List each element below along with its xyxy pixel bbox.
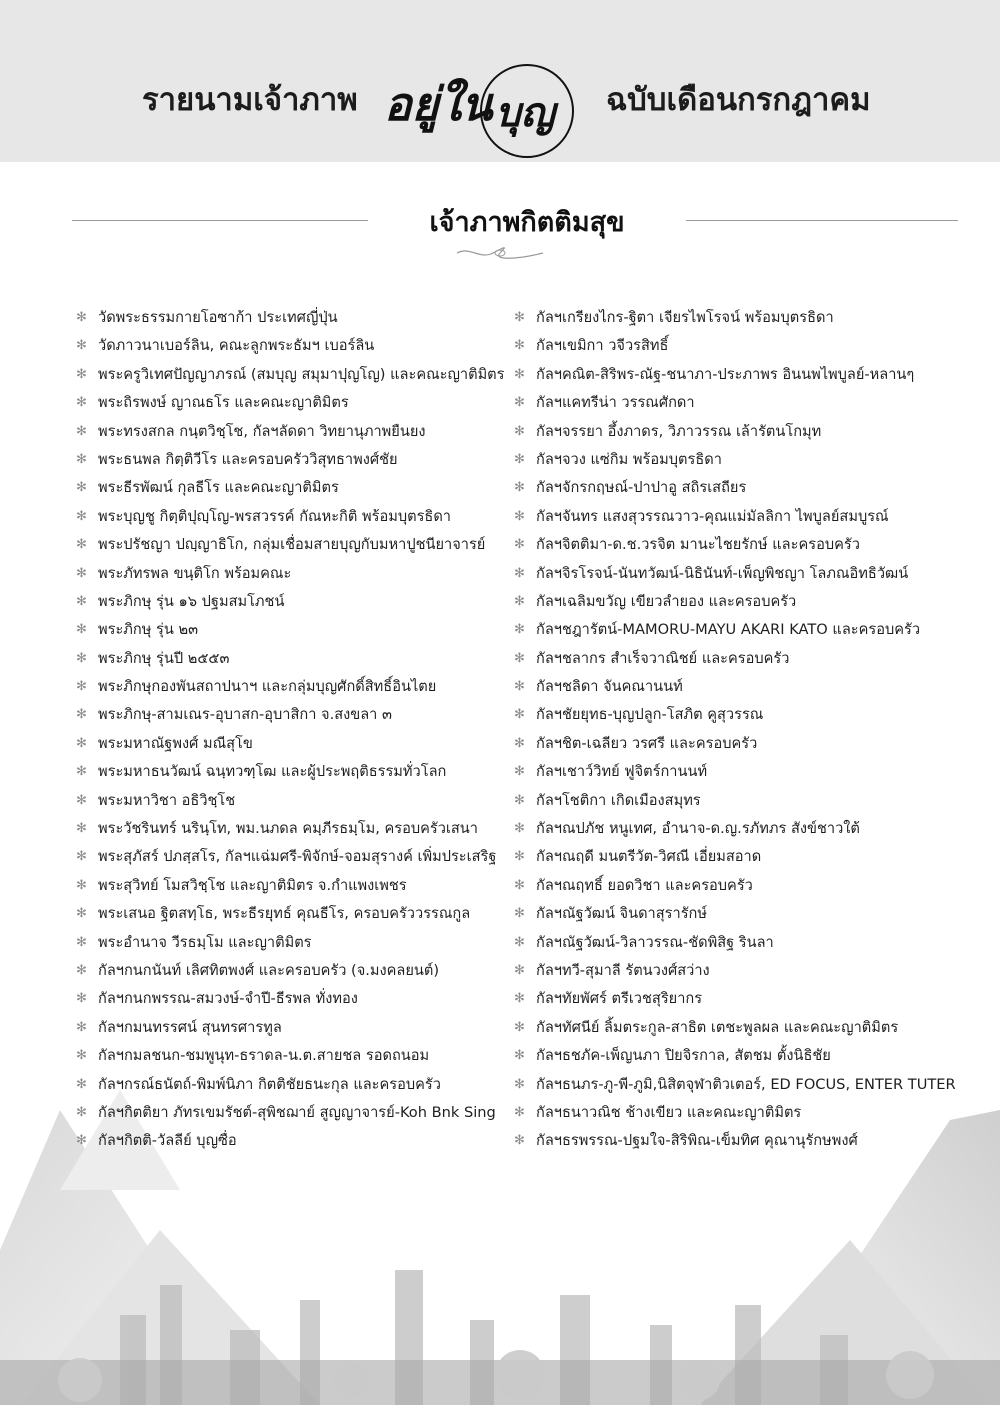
donor-name: กัลฯเชาว์วิทย์ ฟูจิตร์กานนท์ [536,763,708,781]
donor-list-item [76,985,510,1013]
donor-name: กัลฯกิตติ-วัลลีย์ บุญซื่อ [98,1132,237,1150]
asterisk-bullet-icon: ✻ [514,877,525,893]
logo-text-right: บุญ [495,89,555,136]
donor-list-item [514,645,984,673]
donor-name: พระบุญชู กิตฺติปุญฺโญ-พรสวรรค์ กัณหะกิติ พร้อมบุตรธิดา [98,507,451,525]
donor-list-item [514,985,984,1013]
donor-name: กัลฯคณิต-สิริพร-ณัฐ-ชนาภา-ประภาพร อินนพไพบูลย์-หลานๆ [536,365,915,383]
donor-name: พระสุวิทย์ โมสวิชฺโช และญาติมิตร จ.กำแพงเพชร [98,876,407,894]
donor-list-right [514,304,984,1156]
section-title: เจ้าภาพกิตติมสุข [429,207,625,238]
donor-name: กัลฯณัฐวัฒน์ จินดาสุรารักษ์ [536,905,707,923]
asterisk-bullet-icon: ✻ [514,821,525,837]
header-title-right: ฉบับเดือนกรกฎาคม [606,82,871,118]
asterisk-bullet-icon: ✻ [514,395,525,411]
donor-name: กัลฯธนภร-ภู-พี-ภูมิ,นิสิตจุฬาติวเตอร์, ED FOCUS, ENTER TUTER [536,1075,956,1093]
donor-list-item [76,474,510,502]
asterisk-bullet-icon: ✻ [76,650,87,666]
asterisk-bullet-icon: ✻ [514,310,525,325]
asterisk-bullet-icon: ✻ [76,395,87,411]
asterisk-bullet-icon: ✻ [514,906,525,922]
donor-list-item [76,588,510,616]
donor-list-item [76,701,510,729]
asterisk-bullet-icon: ✻ [514,735,525,751]
asterisk-bullet-icon: ✻ [76,480,87,496]
donor-list-item [514,418,984,446]
donor-name: กัลฯทัยพัศร์ ตรีเวชสุริยากร [536,990,703,1008]
donor-name: กัลฯชฎารัตน์-MAMORU-MAYU AKARI KATO และครอบครัว [536,621,921,639]
asterisk-bullet-icon: ✻ [514,1048,525,1064]
asterisk-bullet-icon: ✻ [514,764,525,780]
asterisk-bullet-icon: ✻ [76,962,87,978]
donor-name: พระภิกษุ รุ่น ๒๓ [98,621,199,639]
donor-list-item [514,531,984,559]
asterisk-bullet-icon: ✻ [76,1076,87,1092]
donor-name: กัลฯกมลชนก-ชมพูนุท-ธราดล-น.ต.สายชล รอดถนอม [98,1047,430,1065]
donor-list-item [76,900,510,928]
asterisk-bullet-icon: ✻ [76,537,87,553]
donor-name: กัลฯธชภัค-เพ็ญนภา ปิยจิรกาล, สัตชม ตั้งนิธิชัย [536,1047,831,1065]
donor-name: กัลฯชัยยุทธ-บุญปลูก-โสภิต คูสุวรรณ [536,706,764,724]
asterisk-bullet-icon: ✻ [76,310,87,325]
donor-list-item [514,332,984,360]
asterisk-bullet-icon: ✻ [76,423,87,439]
divider-right [686,220,958,221]
donor-name: กัลฯกนกพรรณ-สมวงษ์-จำปี-ธีรพล ทั่งทอง [98,990,358,1008]
donor-list-item [76,332,510,360]
donor-name: กัลฯณฤทธิ์ ยอดวิชา และครอบครัว [536,876,753,894]
asterisk-bullet-icon: ✻ [76,1104,87,1120]
donor-name: กัลฯจันทร แสงสุวรรณวาว-คุณแม่มัลลิกา ไพบูลย์สมบูรณ์ [536,507,889,525]
donor-name: กัลฯธนาวณิช ช้างเขียว และคณะญาติมิตร [536,1103,802,1121]
asterisk-bullet-icon: ✻ [76,821,87,837]
donor-list-item [514,1099,984,1127]
donor-name: พระภิกษุกองพันสถาปนาฯ และกลุ่มบุญศักดิ์สิทธิ์อินไตย [98,678,437,696]
asterisk-bullet-icon: ✻ [514,423,525,439]
asterisk-bullet-icon: ✻ [514,338,525,354]
donor-list-item [514,872,984,900]
donor-list-item [76,304,510,332]
asterisk-bullet-icon: ✻ [76,735,87,751]
donor-list-item [76,531,510,559]
donor-list-item [514,1071,984,1099]
asterisk-bullet-icon: ✻ [514,1133,525,1149]
donor-list-item [514,446,984,474]
donor-list-item [514,503,984,531]
donor-name: พระถิรพงษ์ ญาณธโร และคณะญาติมิตร [98,394,349,412]
asterisk-bullet-icon: ✻ [514,451,525,467]
donor-name: กัลฯเกรียงไกร-ฐิตา เจียรไพโรจน์ พร้อมบุตรธิดา [536,309,834,326]
donor-list-item [514,474,984,502]
donor-list-item [514,730,984,758]
donor-name: กัลฯจิรโรจน์-นันทวัฒน์-นิธินันท์-เพ็ญพิชญา โลภณอิทธิวัฒน์ [536,564,909,582]
asterisk-bullet-icon: ✻ [514,849,525,865]
donor-list-item [76,872,510,900]
asterisk-bullet-icon: ✻ [514,622,525,638]
asterisk-bullet-icon: ✻ [76,565,87,581]
donor-name: กัลฯกมนทรรศน์ สุนทรศารทูล [98,1018,282,1036]
asterisk-bullet-icon: ✻ [514,934,525,950]
asterisk-bullet-icon: ✻ [76,679,87,695]
donor-name: พระภิกษุ รุ่นปี ๒๕๕๓ [98,649,230,667]
donor-list-item [76,1042,510,1070]
donor-list-item [514,787,984,815]
donor-name: พระมหาณัฐพงศ์ มณีสุโข [98,734,253,752]
donor-list-item [76,787,510,815]
donor-name: กัลฯกรณ์ธนัตถ์-พิมพ์นิภา กิตติชัยธนะกุล และครอบครัว [98,1075,441,1093]
asterisk-bullet-icon: ✻ [76,1133,87,1149]
donor-list-item [76,616,510,644]
donor-name: กัลฯธรพรรณ-ปฐมใจ-สิริพิณ-เข็มทิศ คุณานุรักษพงศ์ [536,1132,858,1150]
donor-name: พระสุภัสร์ ปภสฺสโร, กัลฯแฉ่มศรี-พิจักษ์-จอมสุรางค์ เพิ่มประเสริฐ [98,848,497,866]
asterisk-bullet-icon: ✻ [76,877,87,893]
donor-name: พระปรัชญา ปญฺญาธิโก, กลุ่มเชื่อมสายบุญกับมหาปูชนียาจารย์ [98,536,486,554]
donor-list-item [76,730,510,758]
donor-name: กัลฯจรรยา อึ้งภาดร, วิภาวรรณ เล้ารัตนโกมุท [536,422,822,440]
donor-list-item [514,673,984,701]
donor-list-item [514,815,984,843]
asterisk-bullet-icon: ✻ [514,537,525,553]
donor-name: กัลฯเขมิกา วจีวรสิทธิ์ [536,337,669,355]
donor-name: กัลฯชิต-เฉลียว วรศรี และครอบครัว [536,734,758,752]
donor-list-item [76,815,510,843]
asterisk-bullet-icon: ✻ [76,849,87,865]
donor-name: กัลฯทัศนีย์ ลิ้มตระกูล-สาธิต เตชะพูลผล และคณะญาติมิตร [536,1018,899,1036]
donor-name: พระมหาธนวัฒน์ ฉนฺทวฑฺโฒ และผู้ประพฤติธรรมทั่วโลก [98,763,447,781]
asterisk-bullet-icon: ✻ [76,451,87,467]
donor-list-item [76,929,510,957]
donor-name: พระภิกษุ-สามเณร-อุบาสก-อุบาสิกา จ.สงขลา ๓ [98,706,392,724]
donor-list-item [514,560,984,588]
donor-list-item [76,418,510,446]
donor-list-item [514,389,984,417]
donor-list-item [514,701,984,729]
divider-left [72,220,368,221]
asterisk-bullet-icon: ✻ [76,593,87,609]
donor-name: พระทรงสกล กนฺตวิชฺโช, กัลฯลัดดา วิทยานุภาพยืนยง [98,422,426,440]
asterisk-bullet-icon: ✻ [514,991,525,1007]
donor-list-item [76,1014,510,1042]
donor-list-item [76,1071,510,1099]
donor-name: พระเสนอ ฐิตสทฺโธ, พระธีรยุทธ์ คุณธีโร, ครอบครัววรรณกูล [98,905,471,923]
asterisk-bullet-icon: ✻ [514,366,525,382]
asterisk-bullet-icon: ✻ [514,792,525,808]
donor-name: พระธนพล กิตฺติวีโร และครอบครัววิสุทธาพงศ์ชัย [98,450,398,468]
donor-name: กัลฯจักรกฤษณ์-ปาปาอู สถิรเสถียร [536,479,747,497]
donor-list-item [76,645,510,673]
donor-name: กัลฯกิตติยา ภัทรเขมรัชต์-สุพิชฌาย์ สูญญาจารย์-Koh Bnk Sing [98,1103,496,1121]
donor-name: วัดพระธรรมกายโอซาก้า ประเทศญี่ปุ่น [98,309,338,326]
asterisk-bullet-icon: ✻ [514,1104,525,1120]
donor-list-item [514,1042,984,1070]
donor-name: กัลฯณฤดี มนตรีวัต-วิศณี เอี่ยมสอาด [536,848,762,866]
donor-name: กัลฯโชติกา เกิดเมืองสมุทร [536,791,701,809]
flourish-ornament [455,244,545,262]
donor-name: กัลฯกนกนันท์ เลิศทิตพงศ์ และครอบครัว (จ.มงคลยนต์) [98,961,440,979]
donor-name: วัดภาวนาเบอร์ลิน, คณะลูกพระธัมฯ เบอร์ลิน [98,337,375,355]
donor-name: กัลฯชลิดา จันคณานนท์ [536,678,683,696]
asterisk-bullet-icon: ✻ [514,962,525,978]
donor-list-item [76,389,510,417]
donor-name: กัลฯชลากร สำเร็จวาณิชย์ และครอบครัว [536,649,790,667]
donor-list-item [76,1099,510,1127]
asterisk-bullet-icon: ✻ [514,1019,525,1035]
donor-name: พระมหาวิชา อธิวิชฺโช [98,791,236,809]
donor-list-item [76,560,510,588]
publication-logo [380,58,600,158]
asterisk-bullet-icon: ✻ [76,508,87,524]
donor-list-item [514,1014,984,1042]
donor-list-item [514,957,984,985]
donor-name: กัลฯทวี-สุมาลี รัตนวงศ์สว่าง [536,961,710,979]
donor-name: กัลฯแคทรีน่า วรรณศักดา [536,394,695,412]
asterisk-bullet-icon: ✻ [514,1076,525,1092]
asterisk-bullet-icon: ✻ [76,1048,87,1064]
asterisk-bullet-icon: ✻ [76,764,87,780]
donor-list-item [514,900,984,928]
donor-list-item [76,446,510,474]
donor-name: พระครูวิเทศปัญญาภรณ์ (สมบุญ สมุมาปุญโญ) และคณะญาติมิตร [98,365,505,383]
asterisk-bullet-icon: ✻ [514,508,525,524]
donor-name: กัลฯเฉลิมขวัญ เขียวลำยอง และครอบครัว [536,592,797,610]
donor-list-item [514,361,984,389]
donor-list-left [76,304,510,1156]
asterisk-bullet-icon: ✻ [76,991,87,1007]
donor-list-item [514,304,984,332]
asterisk-bullet-icon: ✻ [76,1019,87,1035]
donor-list-item [76,957,510,985]
asterisk-bullet-icon: ✻ [514,679,525,695]
asterisk-bullet-icon: ✻ [514,707,525,723]
donor-list-item [76,843,510,871]
donor-name: พระภิกษุ รุ่น ๑๖ ปฐมสมโภชน์ [98,592,285,610]
donor-name: กัลฯณัฐวัฒน์-วิลาวรรณ-ชัดพิสิฐ รินลา [536,933,774,951]
asterisk-bullet-icon: ✻ [76,622,87,638]
asterisk-bullet-icon: ✻ [514,593,525,609]
donor-list-item [514,758,984,786]
donor-list-item [514,616,984,644]
asterisk-bullet-icon: ✻ [514,565,525,581]
donor-name: พระอำนาจ วีรธมฺโม และญาติมิตร [98,933,312,951]
donor-list-item [514,588,984,616]
donor-list-item [76,361,510,389]
donor-name: กัลฯจิตติมา-ด.ช.วรจิต มานะไชยรักษ์ และครอบครัว [536,536,860,554]
asterisk-bullet-icon: ✻ [76,934,87,950]
asterisk-bullet-icon: ✻ [76,338,87,354]
asterisk-bullet-icon: ✻ [514,480,525,496]
donor-list-item [76,1127,510,1155]
donor-list-item [76,758,510,786]
asterisk-bullet-icon: ✻ [514,650,525,666]
donor-name: พระภัทรพล ขนฺติโก พร้อมคณะ [98,564,292,582]
donor-name: พระวัชรินทร์ นรินฺโท, พม.นภดล คมฺภีรธมฺโม, ครอบครัวเสนา [98,820,478,838]
donor-name: กัลฯณปภัช หนูเทศ, อำนาจ-ด.ญ.รภัทภร สังข์ชาวใต้ [536,820,860,838]
donor-list-item [514,1127,984,1155]
donor-name: กัลฯจวง แซ่กิม พร้อมบุตรธิดา [536,450,722,468]
donor-list-item [76,673,510,701]
asterisk-bullet-icon: ✻ [76,366,87,382]
asterisk-bullet-icon: ✻ [76,906,87,922]
asterisk-bullet-icon: ✻ [76,792,87,808]
donor-name: พระธีรพัฒน์ กุลธีโร และคณะญาติมิตร [98,479,339,497]
logo-text-left: อยู่ใน [384,77,493,131]
donor-list-item [514,929,984,957]
donor-list-item [514,843,984,871]
asterisk-bullet-icon: ✻ [76,707,87,723]
donor-list-item [76,503,510,531]
header-title-left: รายนามเจ้าภาพ [142,82,358,118]
